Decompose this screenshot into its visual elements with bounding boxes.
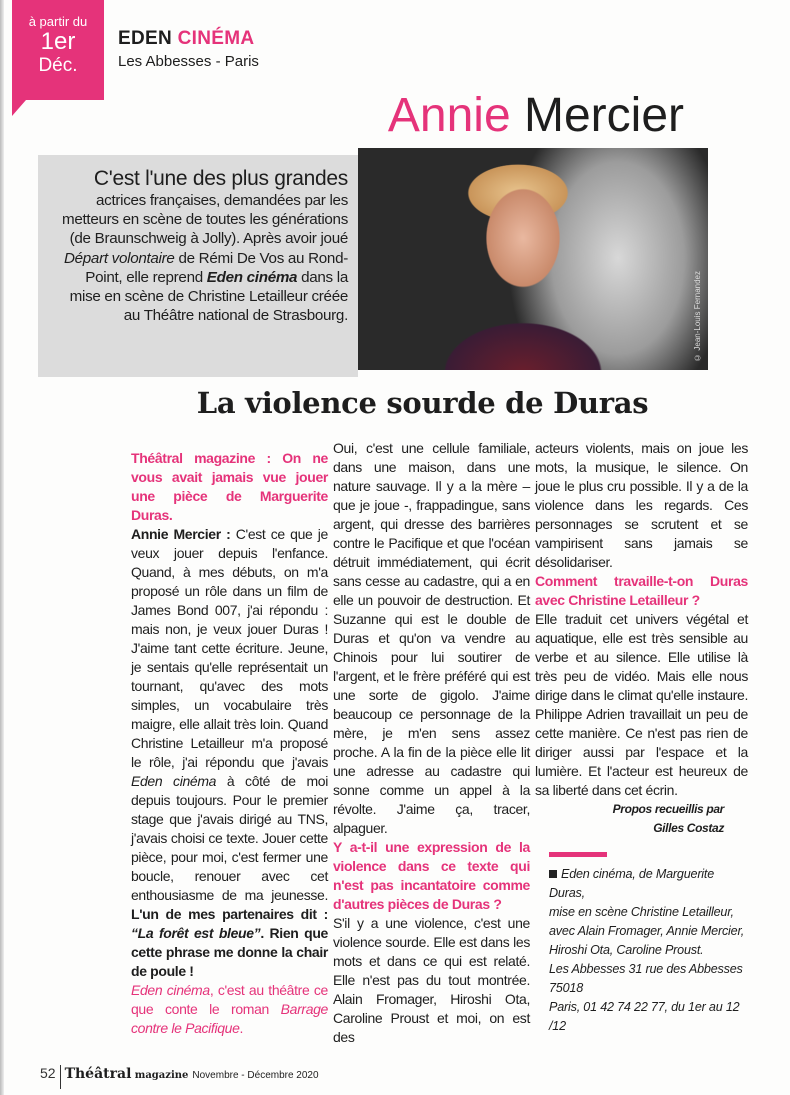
question-text: , c'est au théâtre ce que conte le roman	[131, 982, 328, 1017]
show-name	[118, 28, 259, 50]
intro-text: de Rémi De Vos au Rond-Point, elle reprend	[85, 249, 348, 286]
tag-line-1: à partir du	[28, 14, 88, 29]
accent-divider	[549, 852, 607, 857]
column-2	[333, 439, 530, 1047]
byline-author: Gilles Costaz	[653, 821, 724, 835]
answer-italic: Eden cinéma	[131, 773, 217, 789]
article-headline: La violence sourde de Duras	[196, 386, 649, 420]
show-name-a: EDEN	[118, 28, 172, 49]
intro-box	[38, 155, 358, 377]
answer-text: C'est ce que je veux jouer depuis l'enfance. Quand, à mes débuts, on m'a proposé un rôle dans un film de James Bond 007, j'ai répondu : mais non, je veux jouer Duras ! J'aime tant cette écriture. Jeune, je sentais qu'elle représentait un tournant, qu'avec des mots simples, un vocabulaire très maigre, elle allait très loin. Quand Christine Letailleur m'a proposé le rôle, j'ai répondu que j'avais	[131, 526, 328, 770]
column-1	[131, 439, 328, 1038]
issue-date: Novembre - Décembre 2020	[192, 1070, 319, 1081]
question-italic: Barrage contre le Pacifique	[131, 1001, 328, 1036]
footer-divider	[60, 1065, 61, 1089]
intro-text: actrices françaises, demandées par les metteurs en scène de toutes les générations (de Braunschweig à Jolly). Après avoir joué	[62, 192, 348, 248]
question	[131, 981, 328, 1038]
venue-location: Les Abbesses - Paris	[118, 53, 259, 70]
info-line: Paris, 01 42 74 22 77, du 1er au 12 /12	[549, 1000, 740, 1033]
title-last-name: Mercier	[523, 89, 684, 142]
answer-bold-italic: “La forêt est bleue”	[131, 925, 261, 941]
info-line: mise en scène Christine Letailleur,	[549, 905, 734, 919]
answer: Elle traduit cet univers végétal et aquatique, elle est très sensible au verbe et au silence. Elle utilise là très peu de vidéo. Mais elle nous dirige dans le climat qu'elle instaure. Philippe Adrien travaillait un peu de cette manière. Ce n'est pas rien de diriger aussi par l'espace et la lumière. Et l'acteur est heureux de sa liberté dans cet écrin.	[535, 611, 748, 798]
byline-label: Propos recueillis par	[612, 802, 724, 816]
question: Théâtral magazine : On ne vous avait jamais vue jouer une pièce de Marguerite Duras.	[131, 450, 328, 523]
photo-credit: © Jean-Louis Fernandez	[693, 271, 702, 362]
intro-italic: Départ volontaire	[63, 249, 175, 267]
title-first-name: Annie	[387, 89, 511, 142]
question-italic: Eden cinéma	[131, 982, 210, 998]
magazine-name-suffix: magazine	[134, 1070, 189, 1081]
answer: S'il y a une violence, c'est une violence sourde. Elle est dans les mots et dans ce qui est relaté. Elle n'est pas du tout montrée. Alain Fromager, Hiroshi Ota, Caroline Proust et moi, on est des	[333, 915, 530, 1045]
tag-line-3: Déc.	[38, 55, 78, 76]
answer	[131, 525, 328, 981]
page-footer	[40, 1065, 790, 1089]
intro-lead: C'est l'une des plus grandes	[93, 167, 348, 190]
info-line: Eden cinéma, de Marguerite Duras,	[549, 867, 715, 900]
info-line: Les Abbesses 31 rue des Abbesses 75018	[549, 962, 743, 995]
page-title	[388, 88, 684, 144]
speaker: Annie Mercier :	[131, 526, 231, 542]
venue-header	[118, 28, 259, 70]
answer-bold: L'un de mes partenaires dit :	[131, 906, 328, 922]
column-3	[535, 439, 748, 1036]
answer: Oui, c'est une cellule familiale, dans une maison, dans une nature sauvage. Il y a la mère – que je joue -, frappadingue, sans argent, qui dresse des barrières contre le Pacifique et que l'océan détruit immédiatement, qui écrit sans cesse au cadastre, qui a en elle un pouvoir de destruction. Et Suzanne qui est le double de Duras et qu'on va vendre au Chinois pour lui soutirer de l'argent, et le frère préféré qui est une sorte de gigolo. J'aime beaucoup ce personnage de la mère, je m'en sens assez proche. A la fin de la pièce elle lit une adresse au cadastre qui sonne comme un appel à la révolte. J'aime ça, tracer, alpaguer.	[333, 440, 530, 836]
magazine-name: Théâtral	[64, 1066, 132, 1082]
question: Y a-t-il une expression de la violence dans ce texte qui n'est pas incantatoire comme d'autres pièces de Duras ?	[333, 839, 530, 912]
question-text: .	[239, 1020, 244, 1036]
show-name-b: CINÉMA	[177, 28, 255, 49]
columns	[131, 439, 790, 1047]
answer-text: à côté de moi depuis toujours. Pour le premier stage que j'avais dirigé au TNS, j'avais choisi ce texte. Jouer cette pièce, pour moi, c'est fermer une boucle, renouer avec cet enthousiasme de ma jeunesse.	[131, 773, 328, 903]
answer-bold: . Rien que cette phrase me donne la chair de poule !	[131, 925, 328, 979]
intro-row	[38, 148, 708, 377]
byline	[535, 800, 748, 838]
bullet-square-icon	[549, 870, 557, 878]
tag-line-2: 1er	[40, 28, 76, 55]
page-number: 52	[40, 1065, 56, 1081]
question: Comment travaille-t-on Duras avec Christine Letailleur ?	[535, 573, 748, 608]
answer: acteurs violents, mais on joue les mots, la musique, le silence. On joue le plus cru possible. Il y a de la violence dans les regards. Ces personnages se scrutent et se vampirisent sans jamais se désolidariser.	[535, 440, 748, 570]
info-line: avec Alain Fromager, Annie Mercier,	[549, 924, 745, 938]
intro-text: dans la mise en scène de Christine Letailleur créée au Théâtre national de Strasbourg.	[69, 268, 348, 325]
show-info	[535, 865, 748, 1036]
portrait-photo	[358, 148, 708, 370]
intro-bold-italic: Eden cinéma	[206, 268, 298, 286]
info-line: Hiroshi Ota, Caroline Proust.	[549, 943, 704, 957]
article-body	[0, 148, 790, 1095]
date-tag	[12, 0, 104, 100]
